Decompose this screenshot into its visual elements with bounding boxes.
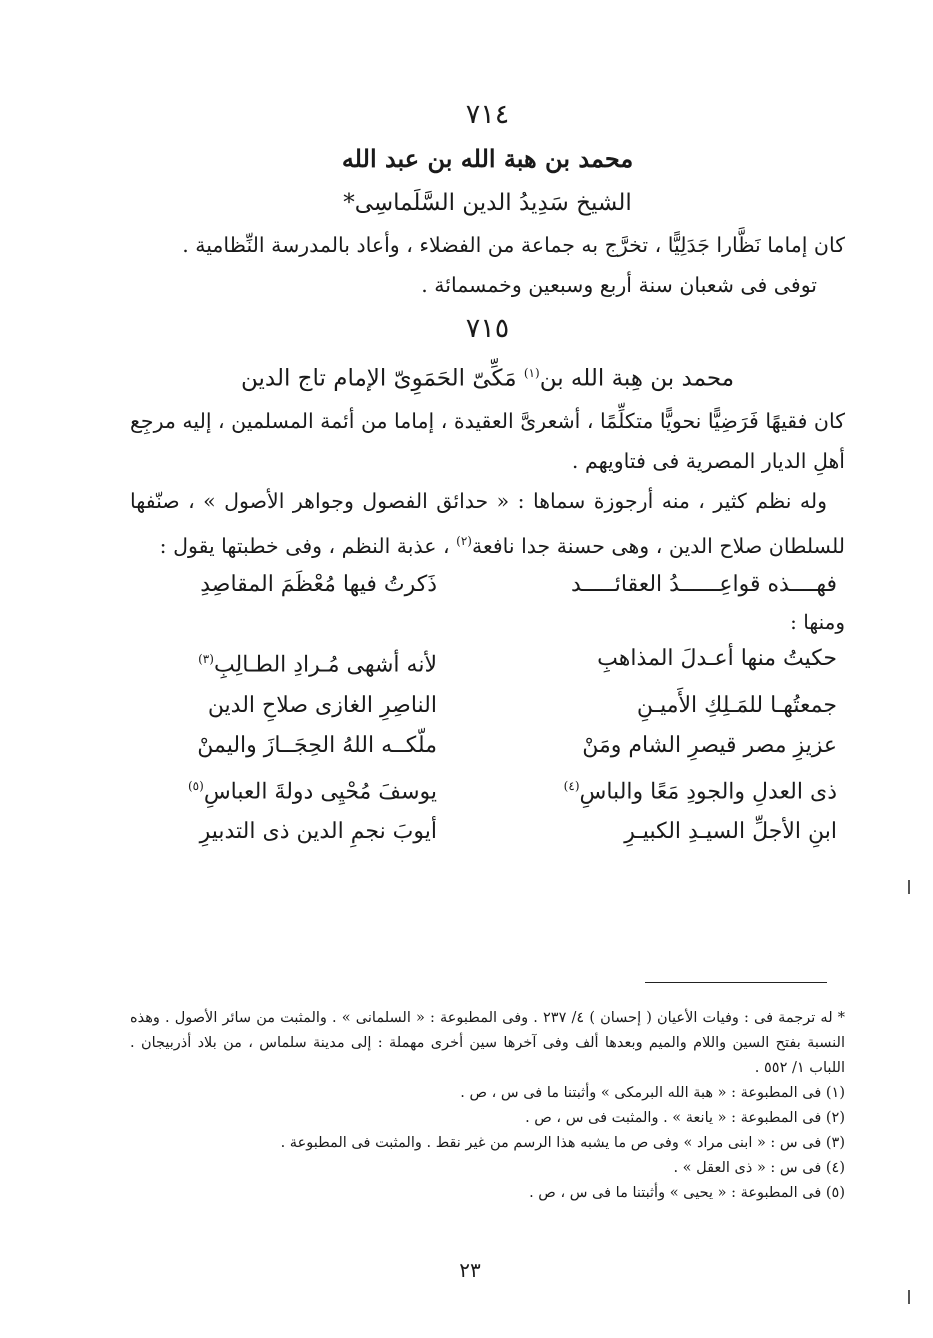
entry-714-line-2: توفى فى شعبان سنة أربع وسبعين وخمسمائة . bbox=[421, 273, 817, 297]
page-number: ٢٣ bbox=[459, 1258, 481, 1282]
verse-second-hemistich: ذَكرتُ فيها مُعْظَمَ المقاصِدِ bbox=[200, 572, 437, 598]
margin-mark bbox=[908, 1290, 910, 1304]
entry-715-paragraph-1: كان فقيهًا فَرَضِيًّا نحويًّا متكلِّمًا ، أشعرىَّ العقيدة ، إماما من أئمة المسلمين ، إليه مرجِع أهلِ الديار المصرية فى فتاويهم . bbox=[130, 408, 845, 473]
verse-second-hemistich: ملّكــه اللهُ الحِجَــازَ واليمنْ bbox=[197, 732, 437, 758]
footnote-1: (١) فى المطبوعة : « هبة الله البرمكى » وأثبتنا ما فى س ، ص . bbox=[460, 1085, 845, 1101]
verse-second-hemistich bbox=[137, 639, 437, 685]
verse-first-hemistich: جمعتُهـا للمَـلِكِ الأَميـنِ bbox=[636, 692, 837, 718]
verse-line bbox=[137, 726, 837, 766]
verse-block-1 bbox=[137, 565, 837, 605]
verse-first-hemistich bbox=[537, 766, 837, 812]
footnotes bbox=[130, 1006, 845, 1206]
entry-715-paragraph-2-part2: ، عذبة النظم ، وفى خطبتها يقول : bbox=[159, 533, 457, 558]
entry-714-line-1: كان إماما نَظَّارا جَدَلِيًّا ، تخرَّج به جماعة من الفضلاء ، وأعاد بالمدرسة النِّظامية . bbox=[182, 233, 845, 257]
verse-second-hemistich bbox=[137, 766, 437, 812]
entry-715-name bbox=[130, 351, 845, 401]
entry-715-paragraph-2 bbox=[130, 481, 845, 566]
footnote-5: (٥) فى المطبوعة : « يحيى » وأثبتنا ما فى س ، ص . bbox=[529, 1185, 845, 1201]
footnote-ref-4[interactable]: (٤) bbox=[563, 778, 580, 793]
footnote-3: (٣) فى س : « ابنى مراد » وفى ص ما يشبه هذا الرسم من غير نقط . والمثبت فى المطبوعة . bbox=[280, 1135, 845, 1151]
verse-line bbox=[137, 812, 837, 852]
footnote-2: (٢) فى المطبوعة : « يانعة » . والمثبت فى س ، ص . bbox=[525, 1110, 845, 1126]
verse-first-hemistich: حكيتُ منها أعـدلَ المذاهبِ bbox=[597, 646, 837, 672]
footnote-ref-5[interactable]: (٥) bbox=[187, 778, 204, 793]
verse-text: يوسفَ مُحْيِى دولةَ العباسِ bbox=[203, 779, 437, 805]
entry-number-714: ٧١٤ bbox=[465, 99, 510, 130]
verse-intro: ومنها : bbox=[790, 610, 845, 635]
verse-line bbox=[137, 639, 837, 685]
page-body bbox=[130, 95, 845, 852]
footnote-main: * له ترجمة فى : وفيات الأعيان ( إحسان ) ٤/ ٢٣٧ . وفى المطبوعة : « السلمانى » . والمثبت من سائر الأصول . وهذه النسبة بفتح السين واللام والميم وبعدها ألف وفى آخرها سين أخرى مهملة : إلى مدينة سلماس ، من بلاد أذربيجان . اللباب ١/ ٥٥٢ . bbox=[130, 1010, 845, 1076]
verse-first-hemistich: فهــــذه قواعِــــــدُ العقائـــــد bbox=[571, 572, 837, 598]
margin-mark bbox=[908, 880, 910, 894]
entry-714-name: محمد بن هبة الله بن عبد الله bbox=[341, 144, 634, 173]
verse-text: لأنه أشهى مُـرادِ الطـالِبِ bbox=[213, 652, 437, 678]
verse-first-hemistich: ابنِ الأجلِّ السيـدِ الكبيـرِ bbox=[624, 819, 837, 845]
verse-text: ذى العدلِ والجودِ مَعًا والباسِ bbox=[579, 779, 837, 805]
footnote-separator bbox=[645, 982, 827, 983]
entry-number-715: ٧١٥ bbox=[465, 313, 510, 344]
footnote-4: (٤) فى س : « ذى العقل » . bbox=[673, 1160, 845, 1176]
entry-715-paragraph-2-part1: وله نظم كثير ، منه أرجوزة سماها : « حدائق الفصول وجواهر الأصول » ، صنّفها للسلطان صلاح الدين ، وهى حسنة جدا نافعة bbox=[130, 488, 845, 558]
verse-line bbox=[137, 766, 837, 812]
verse-second-hemistich: الناصِرِ الغازى صلاحِ الدين bbox=[207, 692, 437, 718]
footnote-ref-3[interactable]: (٣) bbox=[198, 652, 214, 667]
verse-block-2 bbox=[137, 639, 837, 852]
entry-715-name-part1: محمد بن هِبة الله بن bbox=[539, 365, 735, 392]
footnote-ref-2[interactable]: (٢) bbox=[456, 533, 472, 548]
verse-line bbox=[137, 686, 837, 726]
verse-second-hemistich: أيوبَ نجمِ الدين ذى التدبيرِ bbox=[199, 819, 437, 845]
footnote-ref-1[interactable]: (١) bbox=[523, 366, 540, 380]
entry-714-title: الشيخ سَدِيدُ الدين السَّلَماسِى* bbox=[343, 190, 632, 216]
verse-line bbox=[137, 565, 837, 605]
verse-first-hemistich: عزيزِ مصر قيصرِ الشام ومَنْ bbox=[582, 732, 837, 758]
entry-715-name-part2: مَكِّىّ الحَمَوِىّ الإمام تاج الدين bbox=[240, 365, 524, 392]
